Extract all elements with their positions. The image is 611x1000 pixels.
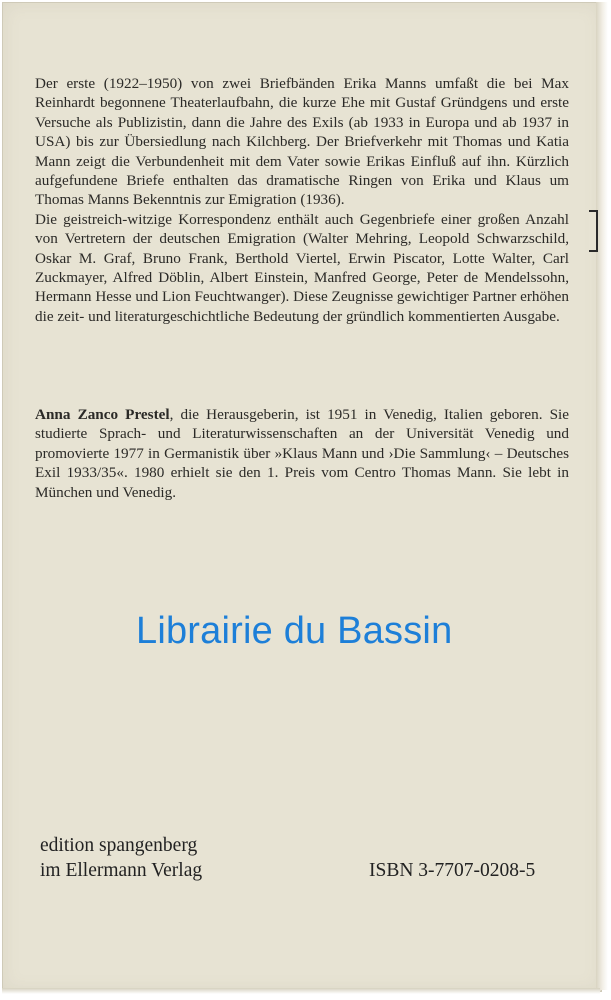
cover-bottom-shadow xyxy=(2,988,600,994)
publisher-line-1: edition spangenberg xyxy=(40,835,198,856)
author-note xyxy=(35,405,569,502)
blurb-paragraph-2: Die geistreich-witzige Korrespondenz enthält auch Gegenbriefe einer großen Anzahl von Vertretern der deutschen Emigration (Walter Mehring, Leopold Schwarzschild, Oskar M. Graf, Bruno Frank, Berthold Viertel, Erwin Piscator, Lotte Walter, Carl Zuckmayer, Alfred Döblin, Albert Einstein, Manfred George, Peter de Mendelssohn, Hermann Hesse und Lion Feuchtwanger). Diese Zeugnisse gewichtiger Partner erhöhen die zeit- und literaturgeschichtliche Bedeutung der gründlich kommentierten Ausgabe. xyxy=(35,210,569,325)
isbn-number: ISBN 3-7707-0208-5 xyxy=(369,860,536,881)
publisher-line-2: im Ellermann Verlag xyxy=(40,860,203,881)
author-bio: , die Herausgeberin, ist 1951 in Venedig, Italien geboren. Sie studierte Sprach- und Literaturwissenschaften an der Universität Venedig und promovierte 1977 in Germanistik über »Klaus Mann und ›Die Sammlung‹ – Deutsches Exil 1933/35«. 1980 erhielt sie den 1. Preis vom Centro Thomas Mann. Sie lebt in München und Venedig. xyxy=(35,406,570,501)
author-paragraph xyxy=(35,405,569,502)
dust-jacket-edge xyxy=(596,2,608,990)
jacket-flap-tab xyxy=(589,210,598,252)
blurb-text xyxy=(35,74,569,326)
bookseller-watermark: Librairie du Bassin xyxy=(136,610,453,652)
blurb-paragraph-1: Der erste (1922–1950) von zwei Briefbänden Erika Manns umfaßt die bei Max Reinhardt begonnene Theaterlaufbahn, die kurze Ehe mit Gustaf Gründgens und erste Versuche als Publizistin, dann die Jahre des Exils (ab 1933 in Europa und ab 1937 in USA) bis zur Übersiedlung nach Kilchberg. Der Briefverkehr mit Thomas und Katia Mann zeigt die Verbundenheit mit dem Vater sowie Erikas Einfluß auf ihn. Kürzlich aufgefundene Briefe enthalten das dramatische Ringen von Erika und Klaus um Thomas Manns Bekenntnis zur Emigration (1936). xyxy=(35,75,569,209)
author-name: Anna Zanco Prestel xyxy=(35,406,170,423)
publisher-imprint xyxy=(40,833,202,883)
